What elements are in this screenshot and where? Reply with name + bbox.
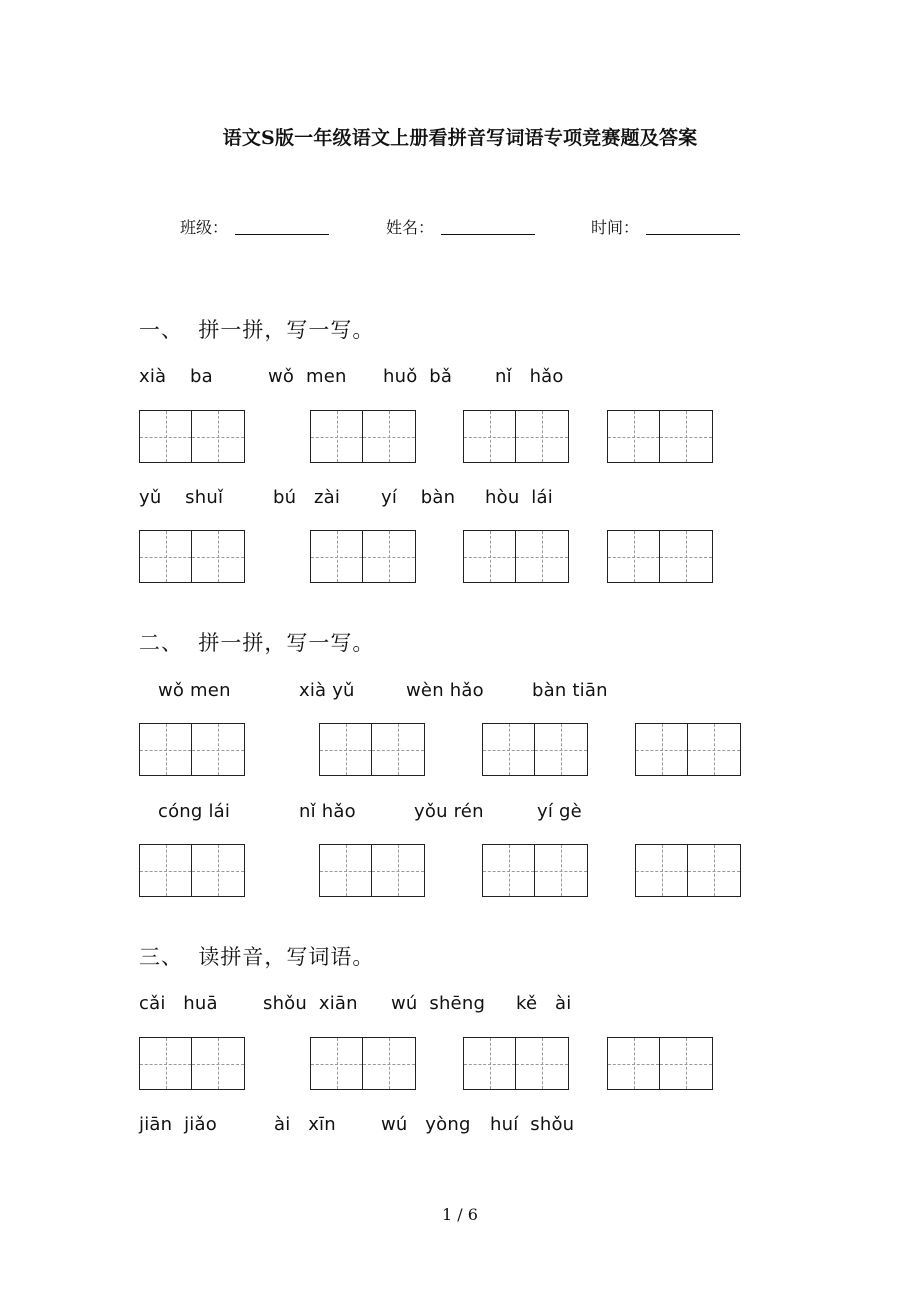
writing-grid-box[interactable] xyxy=(607,410,660,463)
pinyin-word: wèn hǎo xyxy=(406,680,484,701)
writing-grid-box[interactable] xyxy=(660,410,713,463)
pinyin-word: wú yòng xyxy=(381,1114,471,1135)
time-label: 时间： xyxy=(591,218,640,237)
pinyin-word: jiān jiǎo xyxy=(139,1114,217,1135)
pinyin-word: ài xīn xyxy=(274,1114,336,1135)
writing-grid-box[interactable] xyxy=(372,723,425,776)
pinyin-word: wǒ men xyxy=(268,366,347,387)
section-1-heading: 一、 拼一拼，写一写。 xyxy=(139,318,375,342)
writing-grid-box[interactable] xyxy=(192,723,245,776)
writing-grid-box[interactable] xyxy=(516,410,569,463)
writing-grid-box[interactable] xyxy=(660,1037,713,1090)
pinyin-word: bàn tiān xyxy=(532,680,608,701)
writing-grid-box[interactable] xyxy=(660,530,713,583)
writing-grid-box[interactable] xyxy=(463,530,516,583)
pinyin-word: xià yǔ xyxy=(299,680,355,701)
pinyin-word: huí shǒu xyxy=(490,1114,575,1135)
time-blank[interactable] xyxy=(646,234,740,235)
writing-grid-box[interactable] xyxy=(516,530,569,583)
pinyin-word: xià ba xyxy=(139,366,213,387)
class-blank[interactable] xyxy=(235,234,329,235)
writing-grid-box[interactable] xyxy=(463,410,516,463)
name-label: 姓名： xyxy=(386,218,435,237)
pinyin-word: shǒu xiān xyxy=(263,993,358,1014)
writing-grid-box[interactable] xyxy=(363,530,416,583)
writing-grid-box[interactable] xyxy=(482,723,535,776)
pinyin-word: yí gè xyxy=(537,801,582,822)
writing-grid-box[interactable] xyxy=(482,844,535,897)
writing-grid-box[interactable] xyxy=(139,844,192,897)
writing-grid-box[interactable] xyxy=(192,1037,245,1090)
writing-grid-box[interactable] xyxy=(310,410,363,463)
name-blank[interactable] xyxy=(441,234,535,235)
writing-grid-box[interactable] xyxy=(516,1037,569,1090)
pinyin-word: cóng lái xyxy=(158,801,231,822)
writing-grid-box[interactable] xyxy=(192,410,245,463)
writing-grid-box[interactable] xyxy=(310,1037,363,1090)
pinyin-word: hòu lái xyxy=(485,487,553,508)
writing-grid-box[interactable] xyxy=(310,530,363,583)
writing-grid-box[interactable] xyxy=(139,530,192,583)
writing-grid-box[interactable] xyxy=(535,844,588,897)
writing-grid-box[interactable] xyxy=(635,844,688,897)
writing-grid-box[interactable] xyxy=(635,723,688,776)
document-title: 语文S版一年级语文上册看拼音写词语专项竞赛题及答案 xyxy=(222,127,698,149)
pinyin-word: cǎi huā xyxy=(139,993,218,1014)
writing-grid-box[interactable] xyxy=(607,530,660,583)
section-2-heading: 二、 拼一拼，写一写。 xyxy=(139,631,375,655)
writing-grid-box[interactable] xyxy=(688,844,741,897)
pinyin-word: kě ài xyxy=(516,993,572,1014)
pinyin-word: bú zài xyxy=(273,487,341,508)
writing-grid-box[interactable] xyxy=(139,1037,192,1090)
writing-grid-box[interactable] xyxy=(607,1037,660,1090)
pinyin-word: wǒ men xyxy=(158,680,231,701)
pinyin-word: wú shēng xyxy=(391,993,486,1014)
writing-grid-box[interactable] xyxy=(192,844,245,897)
writing-grid-box[interactable] xyxy=(688,723,741,776)
pinyin-word: nǐ hǎo xyxy=(299,801,356,822)
pinyin-word: yǒu rén xyxy=(414,801,484,822)
writing-grid-box[interactable] xyxy=(319,844,372,897)
pinyin-word: huǒ bǎ xyxy=(383,366,453,387)
writing-grid-box[interactable] xyxy=(192,530,245,583)
section-3-heading: 三、 读拼音，写词语。 xyxy=(139,945,375,969)
writing-grid-box[interactable] xyxy=(319,723,372,776)
pinyin-word: yǔ shuǐ xyxy=(139,487,224,508)
writing-grid-box[interactable] xyxy=(535,723,588,776)
writing-grid-box[interactable] xyxy=(363,410,416,463)
writing-grid-box[interactable] xyxy=(139,723,192,776)
writing-grid-box[interactable] xyxy=(463,1037,516,1090)
class-label: 班级： xyxy=(180,218,229,237)
writing-grid-box[interactable] xyxy=(363,1037,416,1090)
writing-grid-box[interactable] xyxy=(139,410,192,463)
page-number: 1 / 6 xyxy=(442,1205,478,1224)
pinyin-word: yí bàn xyxy=(381,487,456,508)
writing-grid-box[interactable] xyxy=(372,844,425,897)
pinyin-word: nǐ hǎo xyxy=(495,366,564,387)
